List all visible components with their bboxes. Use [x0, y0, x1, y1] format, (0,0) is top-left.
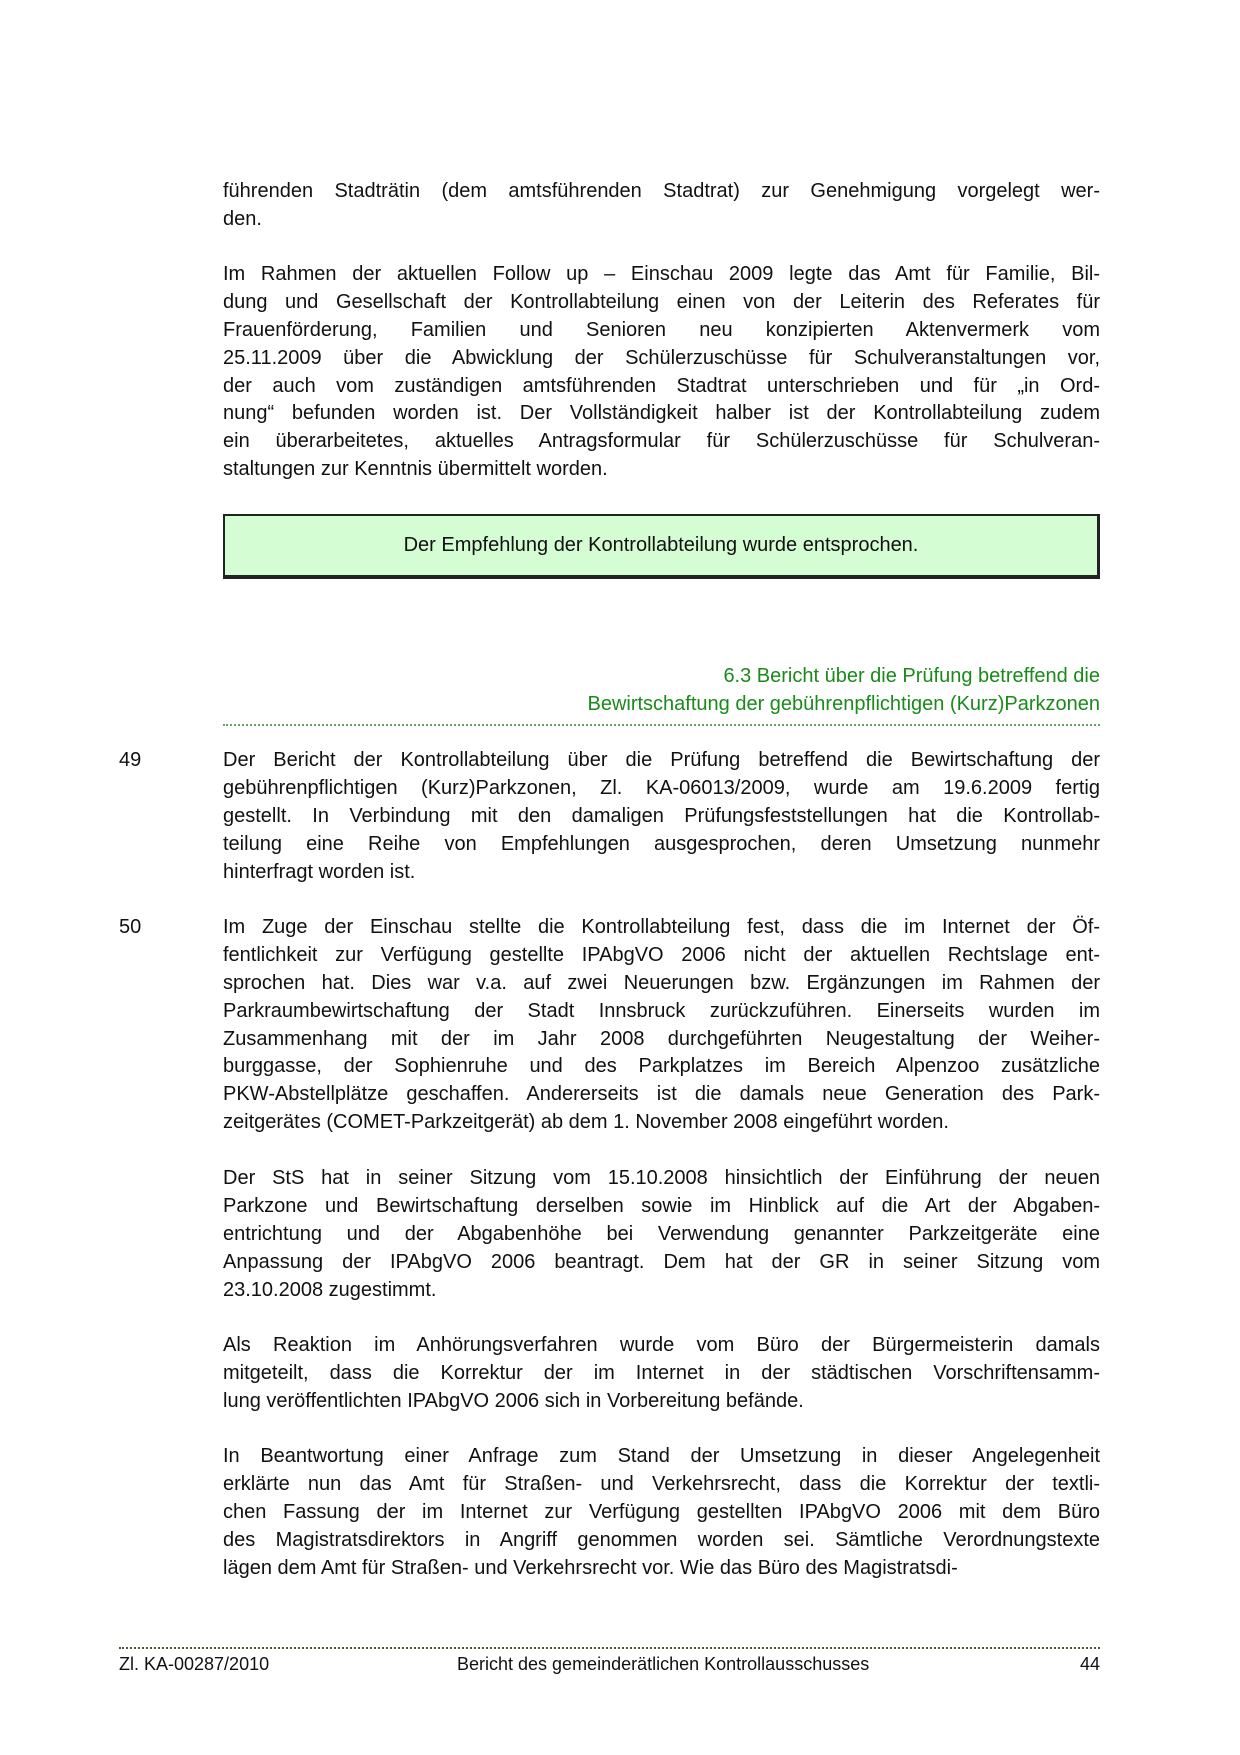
text-line: Parkraumbewirtschaftung der Stadt Innsbruck zurückzuführen. Einerseits wurden im [223, 999, 1100, 1022]
text-line: den. [223, 207, 262, 230]
text-line: mitgeteilt, dass die Korrektur der im Internet in der städtischen Vorschriftensamm- [223, 1361, 1100, 1384]
result-box [223, 514, 1100, 579]
text-line: lung veröffentlichten IPAbgVO 2006 sich in Vorbereitung befände. [223, 1389, 804, 1412]
text-line: Anpassung der IPAbgVO 2006 beantragt. Dem hat der GR in seiner Sitzung vom [223, 1250, 1100, 1273]
footer-divider [119, 1647, 1100, 1649]
text-line: hinterfragt worden ist. [223, 860, 416, 883]
footer-title: Bericht des gemeinderätlichen Kontrollausschusses [457, 1654, 870, 1674]
text-line: gestellt. In Verbindung mit den damaligen Prüfungsfeststellungen hat die Kontrollab- [223, 804, 1100, 827]
text-line: Der Bericht der Kontrollabteilung über die Prüfung betreffend die Bewirtschaftung der [223, 749, 1100, 771]
text-line: der auch vom zuständigen amtsführenden Stadtrat unterschrieben und für „in Ord- [223, 374, 1100, 397]
text-line: Zusammenhang mit der im Jahr 2008 durchgeführten Neugestaltung der Weiher- [223, 1027, 1100, 1050]
text-line: Der StS hat in seiner Sitzung vom 15.10.2008 hinsichtlich der Einführung der neuen [223, 1167, 1100, 1189]
paragraph-number: 49 [119, 749, 142, 771]
text-line: erklärte nun das Amt für Straßen- und Verkehrsrecht, dass die Korrektur der textli- [223, 1472, 1100, 1495]
text-line: fentlichkeit zur Verfügung gestellte IPAbgVO 2006 nicht der aktuellen Rechtslage ent- [223, 943, 1100, 966]
text-line: 25.11.2009 über die Abwicklung der Schülerzuschüsse für Schulveranstaltungen vor, [223, 346, 1100, 369]
text-line: Parkzone und Bewirtschaftung derselben sowie im Hinblick auf die Art der Abgaben- [223, 1194, 1100, 1217]
result-text: Der Empfehlung der Kontrollabteilung wurde entsprochen. [403, 534, 919, 556]
text-line: Frauenförderung, Familien und Senioren neu konzipierten Aktenvermerk vom [223, 318, 1100, 341]
text-line: sprochen hat. Dies war v.a. auf zwei Neuerungen bzw. Ergänzungen im Rahmen der [223, 971, 1100, 994]
text-line: Als Reaktion im Anhörungsverfahren wurde vom Büro der Bürgermeisterin damals [223, 1334, 1100, 1356]
paragraph [223, 1443, 1100, 1582]
footer-reference: Zl. KA-00287/2010 [119, 1654, 270, 1674]
text-line: gebührenpflichtigen (Kurz)Parkzonen, Zl. KA-06013/2009, wurde am 19.6.2009 fertig [223, 776, 1100, 799]
section-heading-line2: Bewirtschaftung der gebührenpflichtigen (Kurz)Parkzonen [587, 692, 1100, 715]
text-line: staltungen zur Kenntnis übermittelt worden. [223, 458, 608, 481]
text-line: des Magistratsdirektors in Angriff genommen worden sei. Sämtliche Verordnungstexte [223, 1528, 1100, 1551]
text-line: 23.10.2008 zugestimmt. [223, 1278, 437, 1301]
paragraph [223, 747, 1100, 886]
text-line: lägen dem Amt für Straßen- und Verkehrsrecht vor. Wie das Büro des Magistratsdi- [223, 1556, 958, 1579]
text-line: Im Zuge der Einschau stellte die Kontrollabteilung fest, dass die im Internet der Öf- [223, 916, 1100, 938]
text-line: Im Rahmen der aktuellen Follow up – Einschau 2009 legte das Amt für Familie, Bil- [223, 263, 1100, 285]
paragraph [223, 178, 1100, 234]
text-line: In Beantwortung einer Anfrage zum Stand der Umsetzung in dieser Angelegenheit [223, 1445, 1100, 1467]
text-line: dung und Gesellschaft der Kontrollabteilung einen von der Leiterin des Referates für [223, 290, 1100, 313]
paragraph-number: 50 [119, 916, 142, 938]
paragraph [223, 1332, 1100, 1416]
text-line: burggasse, der Sophienruhe und des Parkplatzes im Bereich Alpenzoo zusätzliche [223, 1055, 1100, 1078]
text-line: entrichtung und der Abgabenhöhe bei Verwendung genannter Parkzeitgeräte eine [223, 1222, 1100, 1245]
text-line: PKW-Abstellplätze geschaffen. Andererseits ist die damals neue Generation des Park- [223, 1083, 1100, 1106]
text-line: ein überarbeitetes, aktuelles Antragsformular für Schülerzuschüsse für Schulveran- [223, 430, 1100, 453]
section-heading-line1: 6.3 Bericht über die Prüfung betreffend die [723, 665, 1100, 687]
paragraph [223, 914, 1100, 1137]
heading-divider [223, 724, 1100, 726]
text-line: chen Fassung der im Internet zur Verfügung gestellten IPAbgVO 2006 mit dem Büro [223, 1500, 1100, 1523]
text-line: nung“ befunden worden ist. Der Vollständigkeit halber ist der Kontrollabteilung zudem [223, 402, 1100, 425]
text-line: zeitgerätes (COMET-Parkzeitgerät) ab dem 1. November 2008 eingeführt worden. [223, 1111, 949, 1134]
page-number: 44 [1079, 1654, 1100, 1674]
section-heading [587, 663, 1100, 719]
text-line: führenden Stadträtin (dem amtsführenden Stadtrat) zur Genehmigung vorgelegt wer- [223, 180, 1100, 202]
text-line: teilung eine Reihe von Empfehlungen ausgesprochen, deren Umsetzung nunmehr [223, 832, 1100, 855]
paragraph [223, 261, 1100, 484]
paragraph [223, 1165, 1100, 1304]
